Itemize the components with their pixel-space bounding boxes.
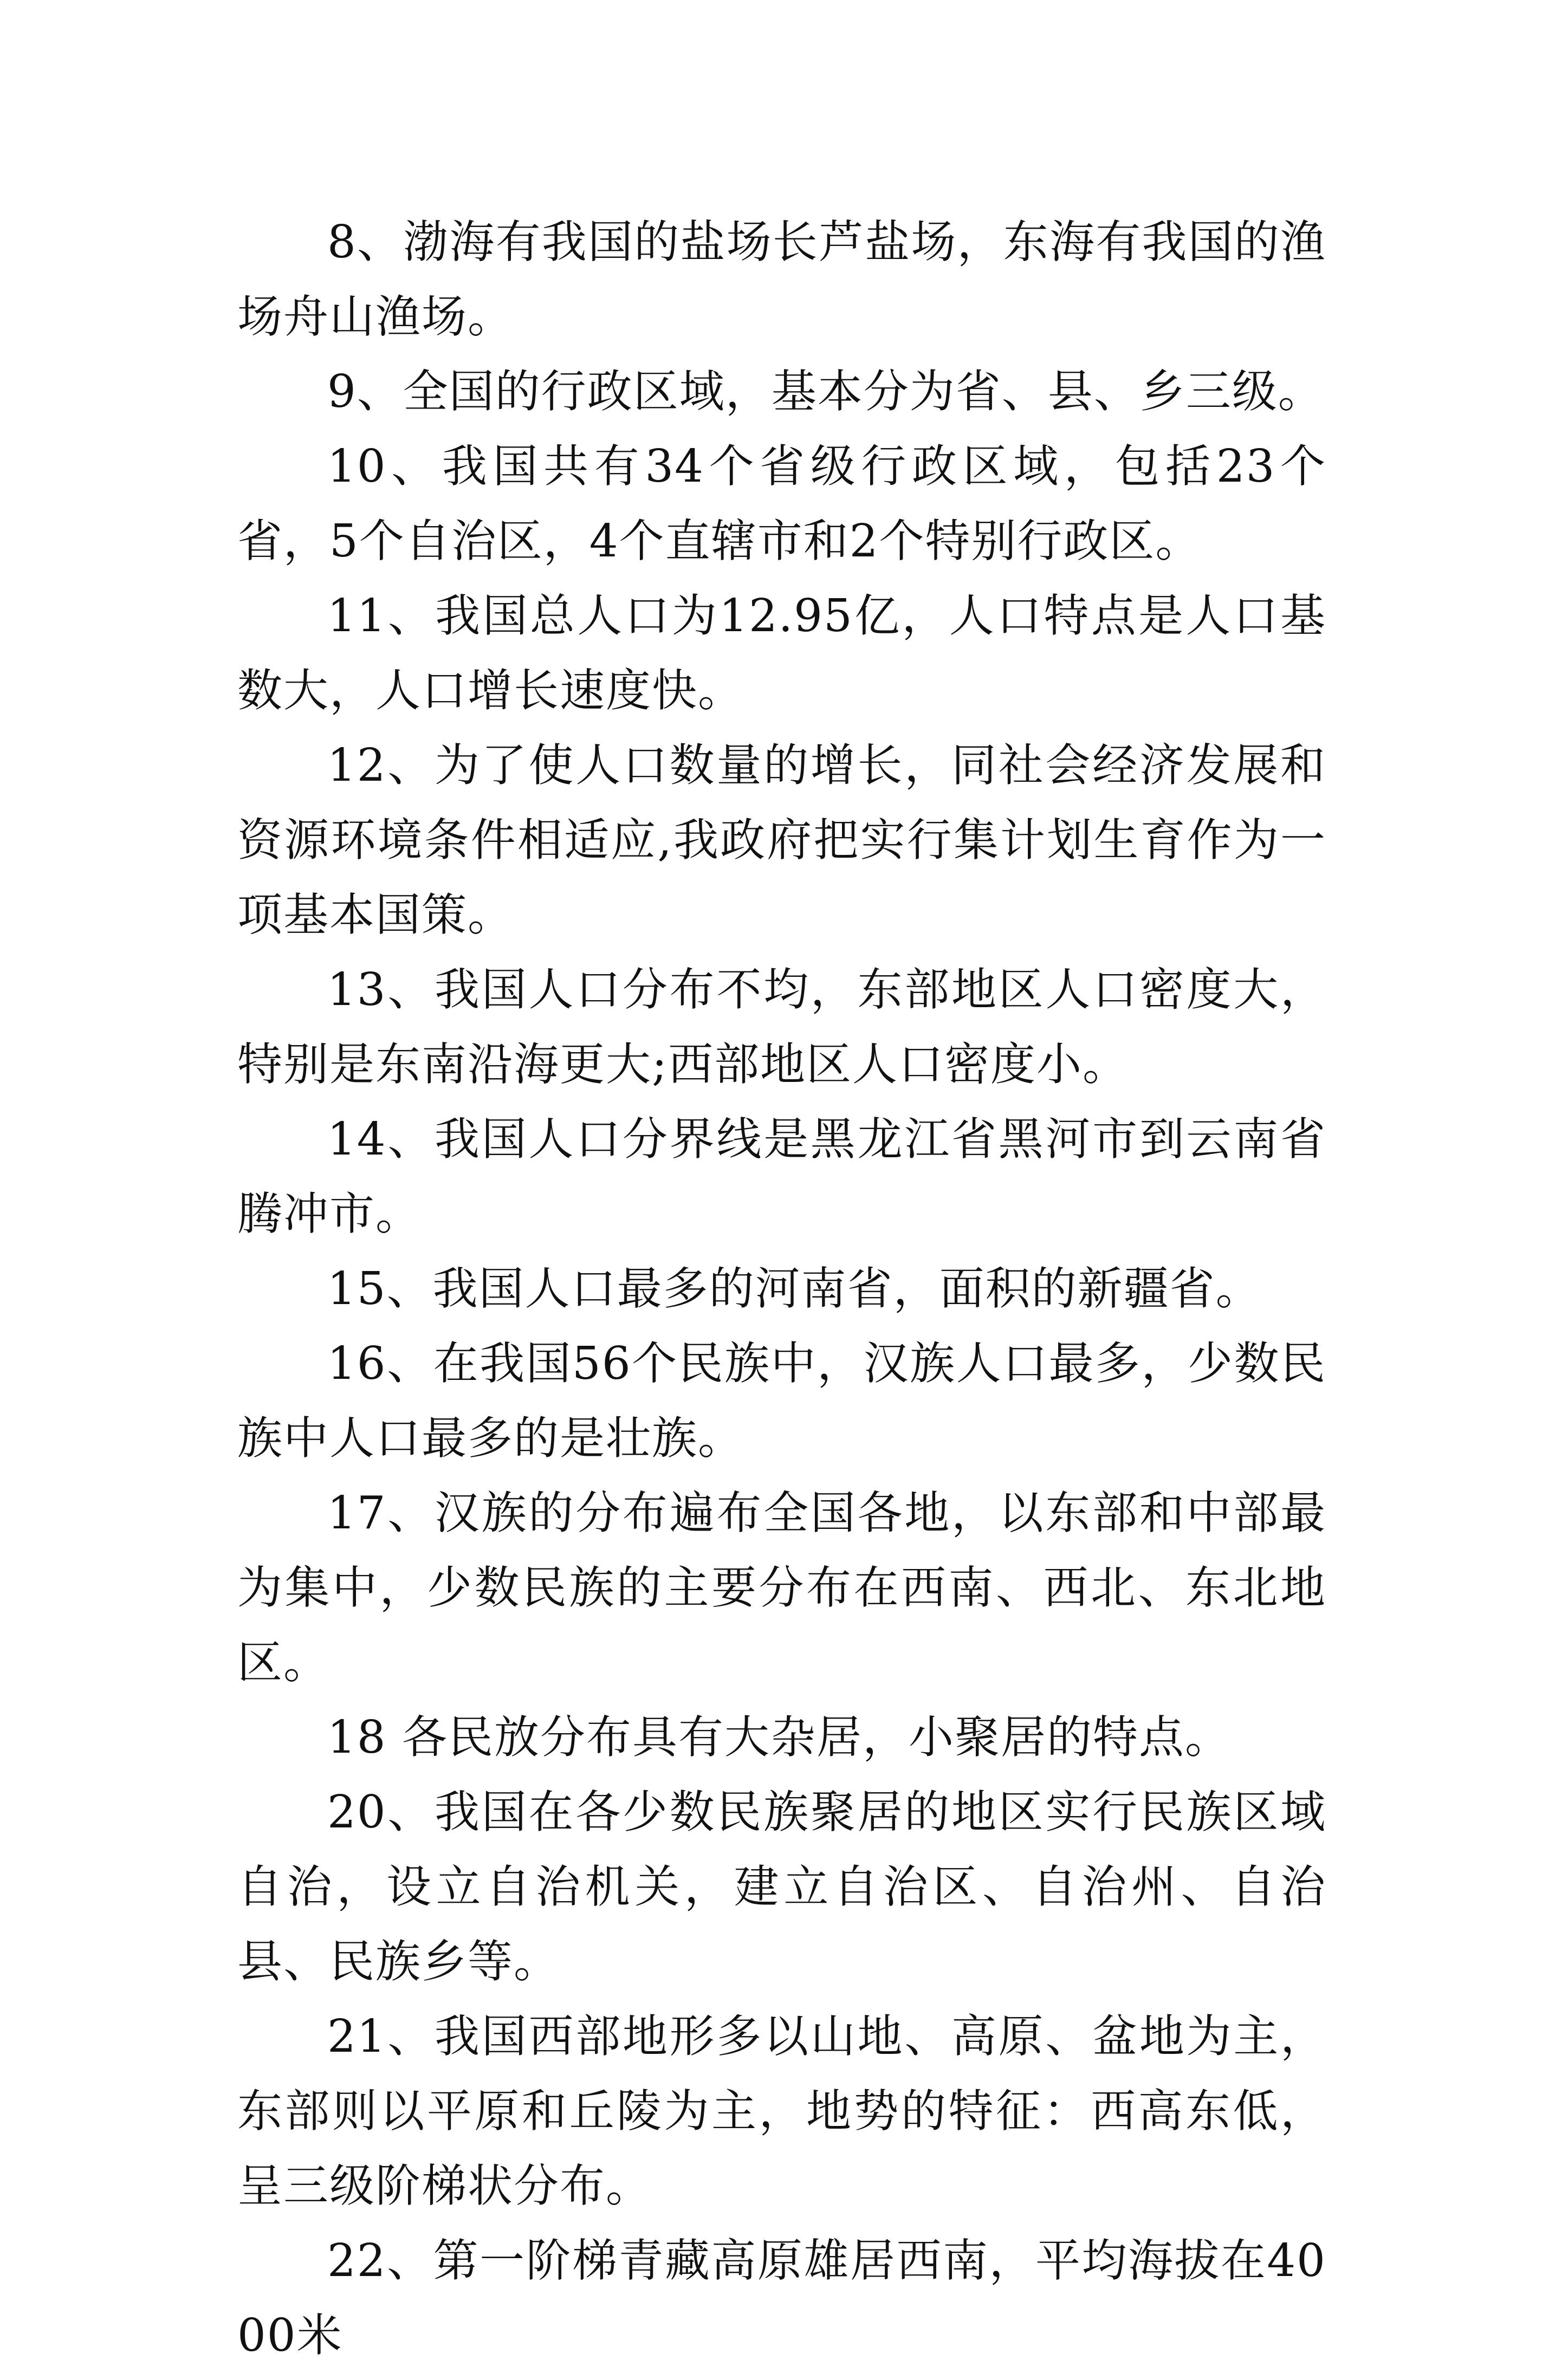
paragraph-item-18: 18 各民放分布具有大杂居，小聚居的特点。: [327, 1711, 1231, 1763]
paragraph-item-21: 21、我国西部地形多以山地、高原、盆地为主，东部则以平原和丘陵为主，地势的特征：西高东低，呈三级阶梯状分布。: [237, 2010, 1326, 2212]
document-body: [237, 205, 1326, 2373]
paragraph-item-13: 13、我国人口分布不均，东部地区人口密度大，特别是东南沿海更大;西部地区人口密度小。: [237, 963, 1326, 1091]
paragraph-item-16: 16、在我国56个民族中，汉族人口最多，少数民族中人口最多的是壮族。: [237, 1337, 1326, 1464]
paragraph-item-8: 8、渤海有我国的盐场长芦盐场，东海有我国的渔场舟山渔场。: [237, 216, 1326, 343]
paragraph-item-10: 10、我国共有34个省级行政区域，包括23个省，5个自治区，4个直辖市和2个特别行政区。: [237, 440, 1326, 567]
paragraph-item-20: 20、我国在各少数民族聚居的地区实行民族区域自治，设立自治机关，建立自治区、自治州、自治县、民族乡等。: [237, 1786, 1326, 1988]
paragraph-item-22: 22、第一阶梯青藏高原雄居西南，平均海拔在4000米: [237, 2234, 1326, 2362]
paragraph-item-11: 11、我国总人口为12.95亿，人口特点是人口基数大，人口增长速度快。: [237, 589, 1326, 717]
paragraph-item-17: 17、汉族的分布遍布全国各地，以东部和中部最为集中，少数民族的主要分布在西南、西北、东北地区。: [237, 1487, 1326, 1689]
paragraph-item-12: 12、为了使人口数量的增长，同社会经济发展和资源环境条件相适应,我政府把实行集计划生育作为一项基本国策。: [237, 739, 1326, 941]
paragraph-item-14: 14、我国人口分界线是黑龙江省黑河市到云南省腾冲市。: [237, 1113, 1326, 1240]
paragraph-item-9: 9、全国的行政区域，基本分为省、县、乡三级。: [327, 365, 1324, 418]
paragraph-item-15: 15、我国人口最多的河南省，面积的新疆省。: [327, 1262, 1262, 1315]
